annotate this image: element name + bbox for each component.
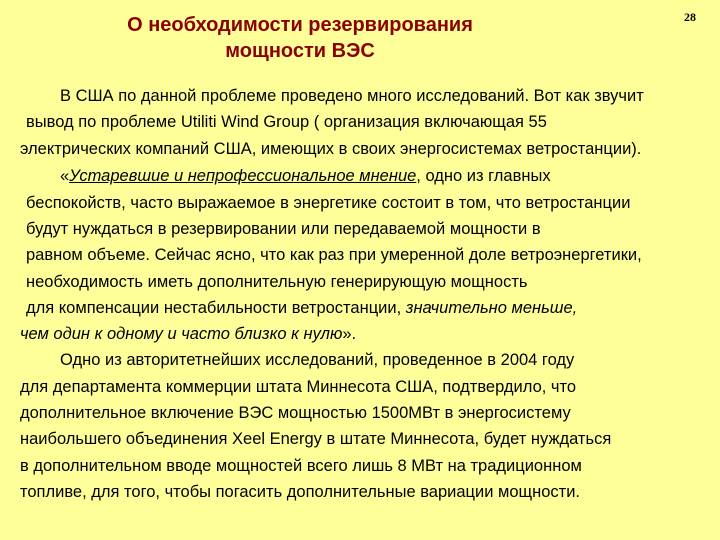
text-line: наибольшего объединения Xeel Energy в штате Миннесота, будет нуждаться	[20, 430, 612, 448]
text-line	[26, 298, 577, 318]
text-fragment: , одно из главных	[416, 167, 551, 185]
quote-close: ».	[342, 325, 357, 343]
emphasis-text: значительно меньше,	[405, 299, 578, 317]
text-line: электрических компаний США, имеющих в своих энергосистемах ветростанции).	[20, 140, 642, 158]
text-line: Одно из авторитетнейших исследований, проведенное в 2004 году	[60, 351, 575, 369]
text-line: для департамента коммерции штата Миннесота США, подтвердило, что	[20, 378, 577, 396]
title-line-1: О необходимости резервирования	[127, 14, 473, 36]
text-line: равном объеме. Сейчас ясно, что как раз при умеренной доле ветроэнергетики,	[26, 246, 642, 264]
text-line: беспокойств, часто выражаемое в энергетике состоит в том, что ветростанции	[26, 194, 631, 212]
emphasis-text: чем один к одному и часто близко к нулю	[20, 325, 343, 343]
text-fragment: для компенсации нестабильности ветростанции,	[26, 299, 406, 317]
title-line-2: мощности ВЭС	[225, 40, 375, 62]
quoted-phrase: Устаревшие и непрофессиональное мнение	[69, 167, 417, 185]
text-line	[20, 324, 356, 344]
text-line: топливе, для того, чтобы погасить дополнительные вариации мощности.	[20, 483, 581, 501]
text-line	[60, 166, 551, 186]
text-line: дополнительное включение ВЭС мощностью 1500МВт в энергосистему	[20, 404, 571, 422]
text-line: В США по данной проблеме проведено много исследований. Вот как звучит	[60, 87, 644, 105]
text-line: вывод по проблеме Utiliti Wind Group ( организация включающая 55	[26, 113, 547, 131]
text-line: в дополнительном вводе мощностей всего лишь 8 МВт на традиционном	[20, 457, 582, 475]
text-line: необходимость иметь дополнительную генерирующую мощность	[26, 273, 528, 291]
text-line: будут нуждаться в резервировании или передаваемой мощности в	[26, 220, 541, 238]
page-number: 28	[684, 10, 696, 24]
quote-open: «	[60, 167, 70, 185]
slide-title	[100, 12, 500, 64]
